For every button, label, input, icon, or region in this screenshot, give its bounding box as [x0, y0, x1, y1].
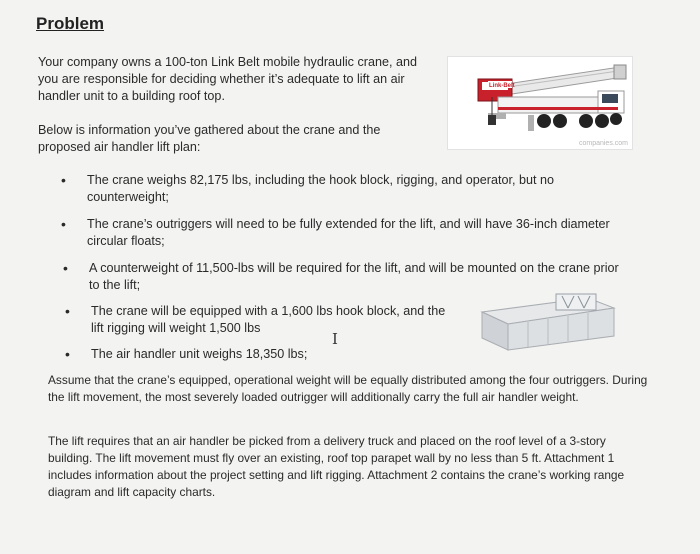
bullet-dot: •	[63, 260, 68, 276]
bullet-item	[63, 260, 629, 294]
air-handler-image	[478, 290, 616, 352]
bullet-text: The crane weighs 82,175 lbs, including the hook block, rigging, and operator, but no counterweight;	[87, 173, 554, 204]
crane-illustration	[448, 57, 632, 149]
bullet-item	[61, 172, 587, 206]
page-title: Problem	[36, 14, 105, 33]
bullet-text: The air handler unit weighs 18,350 lbs;	[91, 347, 308, 361]
crane-brand-label: Link-Belt	[489, 83, 515, 89]
intro-paragraph: Your company owns a 100-ton Link Belt mobile hydraulic crane, and you are responsible for deciding whether it’s adequate to lift an air handler unit to a building roof top.	[38, 55, 417, 103]
bullet-item	[65, 346, 391, 363]
bullet-dot: •	[65, 346, 70, 362]
crane-image	[447, 56, 633, 150]
bullet-dot: •	[61, 172, 66, 188]
assumption-paragraph: Assume that the crane’s equipped, operational weight will be equally distributed among the four outriggers. During the lift movement, the most severely loaded outrigger will additionally carry the full air handler weight.	[48, 373, 648, 404]
bullet-item	[61, 216, 647, 250]
bullet-item	[65, 303, 461, 337]
info-intro-paragraph: Below is information you’ve gathered about the crane and the proposed air handler lift plan:	[38, 123, 381, 154]
bullet-dot: •	[61, 216, 66, 232]
text-cursor-icon: I	[332, 330, 338, 348]
crane-image-caption: companies.com	[578, 140, 628, 147]
bullet-text: The crane’s outriggers will need to be fully extended for the lift, and will have 36-inch diameter circular floats;	[87, 217, 610, 248]
bullet-text: A counterweight of 11,500-lbs will be required for the lift, and will be mounted on the crane prior to the lift;	[89, 261, 619, 292]
bullet-dot: •	[65, 303, 70, 319]
bullet-text: The crane will be equipped with a 1,600 lbs hook block, and the lift rigging will weight 1,500 lbs	[91, 304, 446, 335]
requirements-paragraph: The lift requires that an air handler be picked from a delivery truck and placed on the roof level of a 3-story building. The lift movement must fly over an existing, roof top parapet wall by no less than 5 ft. Attachment 1 includes information about the project setting and lift rigging. Attachment 2 contains the crane’s working range diagram and lift capacity charts.	[48, 434, 625, 499]
air-handler-illustration	[478, 290, 616, 352]
